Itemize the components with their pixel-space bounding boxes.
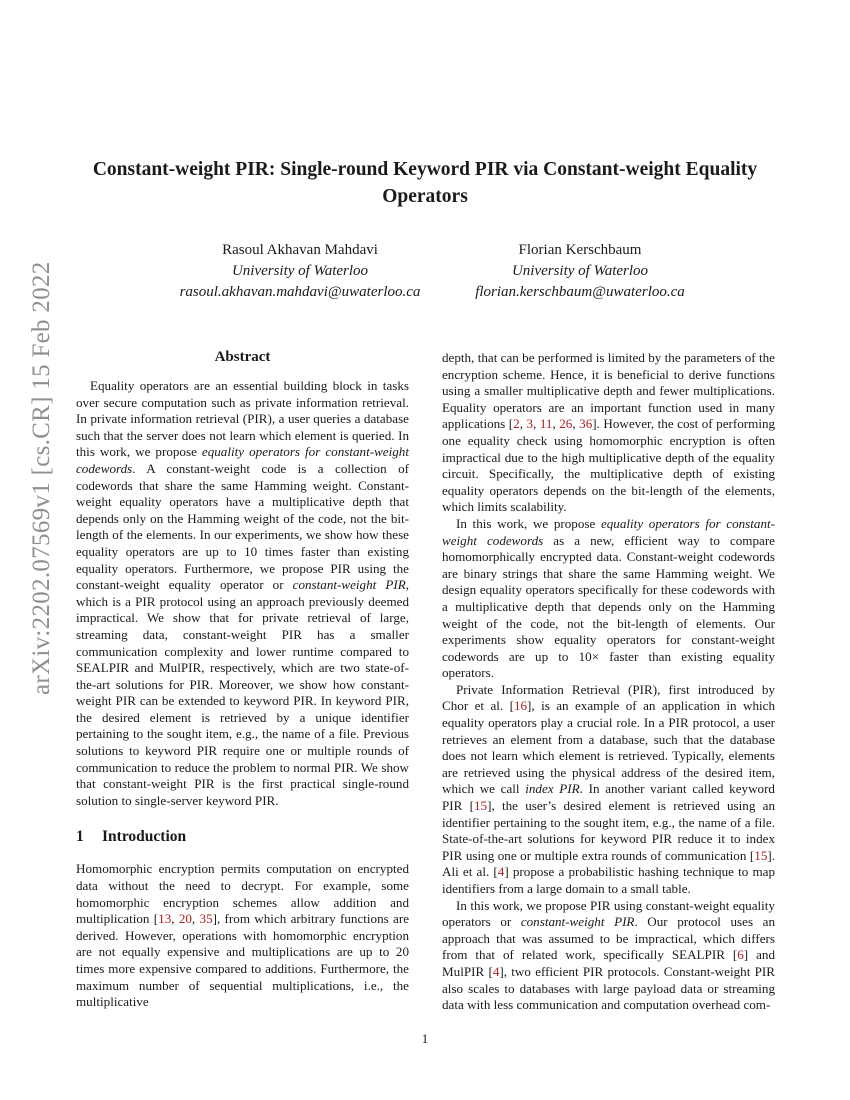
- intro-paragraph: Private Information Retrieval (PIR), first introduced by Chor et al. [16], is an example of an application in which equality operators play a crucial role. In a PIR protocol, a user retrieves an element from a database, such that the database does not learn which element is retrieved. Typically, elements are retrieved using the physical address of the desired item, which we call index PIR. In another variant called keyword PIR [15], the user’s desired element is retrieved using an identifier pertaining to the sought item, e.g., the name of a file. State-of-the-art solutions for keyword PIR reduce it to index PIR using one or multiple extra rounds of communication [15]. Ali et al. [4] propose a probabilistic hashing technique to map identifiers from a large domain to a small table.: [442, 681, 776, 896]
- section-heading-introduction: [76, 827, 409, 847]
- citation-link[interactable]: 3: [526, 416, 534, 432]
- author-affiliation: University of Waterloo: [231, 263, 369, 279]
- intro-paragraph: depth, that can be performed is limited by the parameters of the encryption scheme. Hence, it is beneficial to derive functions using a smaller multiplicative depth and fewer multiplications. Equality operators are an important function used in many applications [2, 3, 11, 26, 36]. However, the cost of performing one equality check using homomorphic encryption is often impractical due to the high multiplicative depth of the equality circuit. Specifically, the multiplicative depth of existing equality operators depends on the bit-length of the elements, which limits scalability.: [442, 350, 776, 515]
- citation-link[interactable]: 35: [199, 911, 213, 927]
- arxiv-identifier: arXiv:2202.07569v1 [cs.CR] 15 Feb 2022: [28, 261, 55, 695]
- intro-paragraph: In this work, we propose PIR using constant-weight equality operators or constant-weight PIR. Our protocol uses an approach that was assumed to be impractical, which differs from that of related work, specifically SEALPIR [6] and MulPIR [4], two efficient PIR protocols. Constant-weight PIR also scales to databases with large payload data or streaming data with less communication and computation overhead com-: [442, 897, 775, 1013]
- author-affiliation: University of Waterloo: [511, 263, 649, 279]
- right-column: [442, 350, 775, 1014]
- page-number: 1: [421, 1031, 429, 1046]
- citation-link[interactable]: 15: [474, 798, 488, 814]
- abstract-body: [76, 378, 409, 809]
- author-email[interactable]: rasoul.akhavan.mahdavi@uwaterloo.ca: [179, 284, 421, 300]
- left-column: [76, 348, 409, 1011]
- citation-link[interactable]: 20: [178, 911, 192, 927]
- citation-link[interactable]: 36: [579, 416, 593, 432]
- author-name: Florian Kerschbaum: [518, 242, 642, 258]
- author-2: [400, 240, 760, 303]
- intro-paragraph: In this work, we propose equality operators for constant-weight codewords as a new, efficient way to compare homomorphically encrypted data. Constant-weight codewords are binary strings that share the same Hamming weight. We design equality operators specifically for these codewords with a multiplicative depth that depends only on the Hamming weight of the code, not the bit-length of elements. Our experiments show equality operators for constant-weight codewords are up to 10× faster than existing equality operators.: [442, 515, 775, 681]
- citation-link[interactable]: 15: [754, 847, 768, 863]
- section-number: 1: [76, 828, 84, 846]
- author-name: Rasoul Akhavan Mahdavi: [222, 242, 378, 258]
- paper-title: Constant-weight PIR: Single-round Keyword PIR via Constant-weight Equality Operators: [92, 159, 758, 207]
- citation-link[interactable]: 13: [158, 911, 172, 927]
- intro-paragraph: Homomorphic encryption permits computation on encrypted data without the need to decrypt. For example, some homomorphic encryption schemes allow addition and multiplication [13, 20, 35], from which arbitrary functions are derived. However, operations with homomorphic encryption are not equally expensive and multiplications are up to 20 times more expensive compared to additions. Furthermore, the maximum number of sequential multiplications, i.e., the multiplicative: [76, 861, 410, 1010]
- citation-link[interactable]: 16: [513, 698, 528, 714]
- citation-link[interactable]: 11: [539, 416, 553, 432]
- abstract-heading: Abstract: [214, 349, 271, 365]
- citation-link[interactable]: 26: [559, 416, 573, 432]
- author-email[interactable]: florian.kerschbaum@uwaterloo.ca: [475, 284, 685, 300]
- abstract-paragraph: Equality operators are an essential building block in tasks over secure computation such as private information retrieval. In private information retrieval (PIR), a user queries a database such that the server does not learn which element is queried. In this work, we propose equality operators for constant-weight codewords. A constant-weight code is a collection of codewords that share the same Hamming weight. Constant-weight equality operators have a multiplicative depth that depends only on the Hamming weight of the code, not the bit-length of the elements. In our experiments, we show how these equality operators are up to 10 times faster than existing equality operators. Furthermore, we propose PIR using the constant-weight equality operator or constant-weight PIR, which is a PIR protocol using an approach previously deemed impractical. We show that for private retrieval of large, streaming data, constant-weight PIR has a smaller communication complexity and lower runtime compared to SEALPIR and MulPIR, respectively, which are two state-of-the-art solutions for PIR. Moreover, we show how constant-weight PIR can be extended to keyword PIR. In keyword PIR, the desired element is retrieved by a unique identifier pertaining to the sought item, e.g., the name of a file. Previous solutions to keyword PIR require one or multiple rounds of communication to reduce the problem to normal PIR. We show that constant-weight PIR is the first practical single-round solution to single-server keyword PIR.: [76, 378, 409, 808]
- citation-link[interactable]: 6: [737, 947, 744, 963]
- citation-link[interactable]: 4: [497, 864, 505, 880]
- citation-link[interactable]: 4: [492, 963, 500, 979]
- citation-link[interactable]: 2: [513, 416, 520, 432]
- section-title: Introduction: [102, 828, 187, 846]
